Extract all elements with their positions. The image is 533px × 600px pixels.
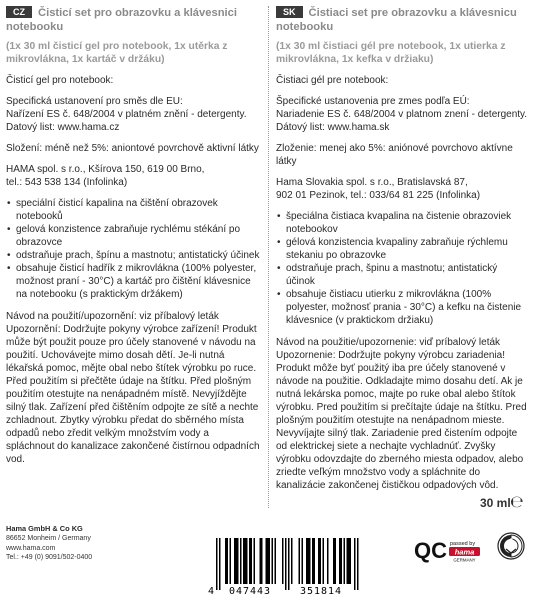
sk-address-line-1: Hama Slovakia spol. s r.o., Bratislavská 87, xyxy=(276,177,468,188)
green-dot-recycling-icon xyxy=(497,532,525,560)
barcode-bar xyxy=(306,538,308,584)
sk-usage-notes: Návod na použitie/upozornenie: viď príbalový leták Upozornenie: Dodržujte pokyny výrobcu zariadenia! Produkt môže byť použitý iba pre účely stanovené v návode na použitie. Odkladajte mimo dosahu detí. Ak je nutná lekárska pomoc, majte po ruke obal alebo štítok výrobku. Pred použitím si prečítajte údaje na štítku. Pred plošným použitím otestujte na nenápadnom mieste. Nevyvíjajte silný tlak. Zariadenie pred čistením odpojte od elektrickej siete a nechajte vychladnúť. Zvyšky výrobku odovzdajte do zberného miesta odpadov, alebo zriedte veľkým množstvo vody a spláchnite do kanalizácie zakončenej čističkou odpadových vôd. xyxy=(276,337,527,491)
list-item: • gélová konzistencia kvapaliny zabraňuje rýchlemu stekaniu po obrazovke xyxy=(276,236,528,262)
manufacturer-footer xyxy=(6,524,206,563)
cz-title-line-2: notebooku xyxy=(6,20,64,33)
barcode-bar xyxy=(234,538,236,584)
cz-title-line-1: Čisticí set pro obrazovku a klávesnici xyxy=(38,7,237,19)
cz-gel-heading: Čisticí gel pro notebook: xyxy=(6,75,114,86)
cz-regulation-line-2: Nařízení ES č. 648/2004 v platném znění - detergenty. xyxy=(6,109,247,120)
list-item: • speciální čisticí kapalina na čištění obrazovek notebooků xyxy=(6,197,260,223)
estimated-sign-icon: ℮ xyxy=(510,492,524,511)
sk-title-line-2: notebooku xyxy=(276,20,334,33)
barcode-bar xyxy=(260,538,262,584)
sk-regulation-block xyxy=(276,95,528,134)
barcode-bar xyxy=(236,538,238,584)
barcode-bar xyxy=(308,538,310,584)
qc-country: GERMANY xyxy=(453,557,476,563)
barcode-bar xyxy=(219,538,221,590)
list-item: • odstraňuje prach, špínu a mastnotu; antistatický účinek xyxy=(6,249,260,262)
cz-title xyxy=(6,6,260,34)
barcode-bar xyxy=(357,538,359,590)
barcode-bar xyxy=(237,538,239,584)
cz-regulation-line-1: Specifická ustanovení pro směs dle EU: xyxy=(6,96,183,107)
cz-address-line-1: HAMA spol. s r.o., Kšírova 150, 619 00 Brno, xyxy=(6,164,205,175)
barcode-bar xyxy=(350,538,352,584)
barcode-bar xyxy=(327,538,329,584)
sk-title xyxy=(276,6,528,34)
cz-address-block xyxy=(6,163,260,189)
barcode-bar xyxy=(323,538,325,584)
barcode-bar xyxy=(245,538,247,584)
barcode-bar xyxy=(335,538,337,584)
barcode-bars xyxy=(216,538,359,590)
company-website: www.hama.com xyxy=(6,544,56,552)
barcode-bar xyxy=(266,538,268,584)
company-phone: Tel.: +49 (0) 9091/502-0400 xyxy=(6,554,93,561)
barcode-bar xyxy=(243,538,245,584)
sk-address-line-2: 902 01 Pezinok, tel.: 033/64 81 225 (Infolinka) xyxy=(276,190,481,201)
barcode-bar xyxy=(347,538,349,584)
cz-usage-notes: Návod na použití/upozornění: viz příbalový leták Upozornění: Dodržujte pokyny výrobce zařízení! Produkt může být použit pouze pro účely stanovené v návodu na použití. Uchovávejte mimo dosah dětí. Je-li nutná lékařská pomoc, mějte obal nebo štítek výrobku po ruce. Před použitím si přečtěte údaje na štítku. Před plošným použitím otestujte na nenápadném místě. Nevyjíždějte silný tlak. Zařízení před čištěním odpojte ze sítě a nechte zchladnout. Zbytky výrobku předat do sběrného místa odpadů nebo zředit velkým množstvím vody a spláchnout do kanalizace zakončené čistírnou odpadních vod. xyxy=(6,311,260,465)
barcode-bar xyxy=(339,538,341,584)
barcode-bar xyxy=(341,538,343,584)
barcode-bar xyxy=(302,538,304,584)
cz-datasheet-line: Datový list: www.hama.cz xyxy=(6,122,120,133)
barcode-bar xyxy=(269,538,271,584)
barcode-bar xyxy=(261,538,263,584)
sk-title-line-1: Čistiaci set pre obrazovku a klávesnicu xyxy=(308,7,517,19)
barcode-bar xyxy=(285,538,287,590)
czech-column xyxy=(6,6,260,466)
barcode-bar xyxy=(309,538,311,584)
qc-letters: QC xyxy=(414,538,447,563)
barcode-bar xyxy=(318,538,320,584)
column-divider xyxy=(268,6,269,508)
barcode-bar xyxy=(314,538,316,584)
barcode-bar xyxy=(216,538,218,590)
barcode-bar xyxy=(225,538,227,584)
cz-feature-list xyxy=(6,197,260,301)
list-item: • odstraňuje prach, špinu a mastnotu; antistatický účinok xyxy=(276,262,528,288)
barcode-bar xyxy=(333,538,335,584)
barcode-bar xyxy=(240,538,242,584)
net-volume: 30 ml xyxy=(480,496,511,510)
barcode-bar xyxy=(267,538,269,584)
slovak-column xyxy=(276,6,528,492)
barcode-bar xyxy=(288,538,290,590)
qc-passed-by: passed by xyxy=(450,541,476,547)
barcode-bar xyxy=(272,538,274,584)
barcode-bar xyxy=(251,538,253,584)
barcode-bar xyxy=(246,538,248,584)
qc-passed-logo xyxy=(414,537,482,563)
barcode-bar xyxy=(320,538,322,584)
barcode-bar xyxy=(275,538,277,584)
list-item: • špeciálna čistiaca kvapalina na čistenie obrazoviek notebookov xyxy=(276,210,528,236)
ean-barcode xyxy=(206,538,371,596)
barcode-bar xyxy=(282,538,284,584)
sk-subtitle-line-2: mikrovlákna, 1x kefka v držiaku) xyxy=(276,54,434,65)
company-address: 86652 Monheim / Germany xyxy=(6,535,91,542)
cz-address-line-2: tel.: 543 538 134 (Infolinka) xyxy=(6,177,128,188)
barcode-bar xyxy=(348,538,350,584)
barcode-bar xyxy=(354,538,356,590)
sk-datasheet-line: Dátový list: www.hama.sk xyxy=(276,122,390,133)
barcode-left-digits: 047443 xyxy=(228,586,272,596)
sk-feature-list xyxy=(276,210,528,327)
cz-subtitle-line-1: (1x 30 ml čisticí gel pro notebook, 1x utěrka z xyxy=(6,41,228,52)
cz-subtitle xyxy=(6,40,260,66)
sk-gel-heading: Čistiaci gél pre notebook: xyxy=(276,75,389,86)
cz-composition: Složení: méně než 5%: aniontové povrchově aktivní látky xyxy=(6,143,259,154)
barcode-bar xyxy=(227,538,229,584)
cz-regulation-block xyxy=(6,95,260,134)
barcode-bar xyxy=(254,538,256,584)
barcode-right-digits: 351814 xyxy=(299,586,343,596)
barcode-bar xyxy=(230,538,232,584)
sk-language-badge: SK xyxy=(276,6,303,18)
barcode-bar xyxy=(291,538,293,584)
barcode-bar xyxy=(249,538,251,584)
sk-composition: Zloženie: menej ako 5%: aniónové povrchovo aktívne látky xyxy=(276,143,513,167)
sk-subtitle-line-1: (1x 30 ml čistiaci gél pre notebook, 1x utierka z xyxy=(276,41,506,52)
list-item: • obsahuje čisticí hadřík z mikrovlákna (100% polyester, možnost praní - 30°C) a kartáč pro čištění klávesnice na notebooku (s praktickým držákem) xyxy=(6,262,260,301)
barcode-bar xyxy=(312,538,314,584)
qc-brand: hama xyxy=(454,547,475,557)
cz-subtitle-line-2: mikrovlákna, 1x kartáč v držáku) xyxy=(6,54,165,65)
company-name: Hama GmbH & Co KG xyxy=(6,524,83,533)
cz-language-badge: CZ xyxy=(6,6,32,18)
list-item: • obsahuje čistiacu utierku z mikrovlákna (100% polyester, možnosť prania - 30°C) a kefku na čistenie klávesnice (v praktickom držiaku) xyxy=(276,288,528,327)
list-item: • gelová konzistence zabraňuje rychlému stékání po obrazovce xyxy=(6,223,260,249)
barcode-first-digit: 4 xyxy=(208,586,215,596)
sk-subtitle xyxy=(276,40,528,66)
barcode-bar xyxy=(344,538,346,584)
barcode-bar xyxy=(299,538,301,584)
sk-address-block xyxy=(276,176,528,202)
sk-regulation-line-1: Špecifické ustanovenia pre zmes podľa EÚ: xyxy=(276,96,470,107)
sk-regulation-line-2: Nariadenie ES č. 648/2004 v platnom znení - detergenty. xyxy=(276,109,528,120)
